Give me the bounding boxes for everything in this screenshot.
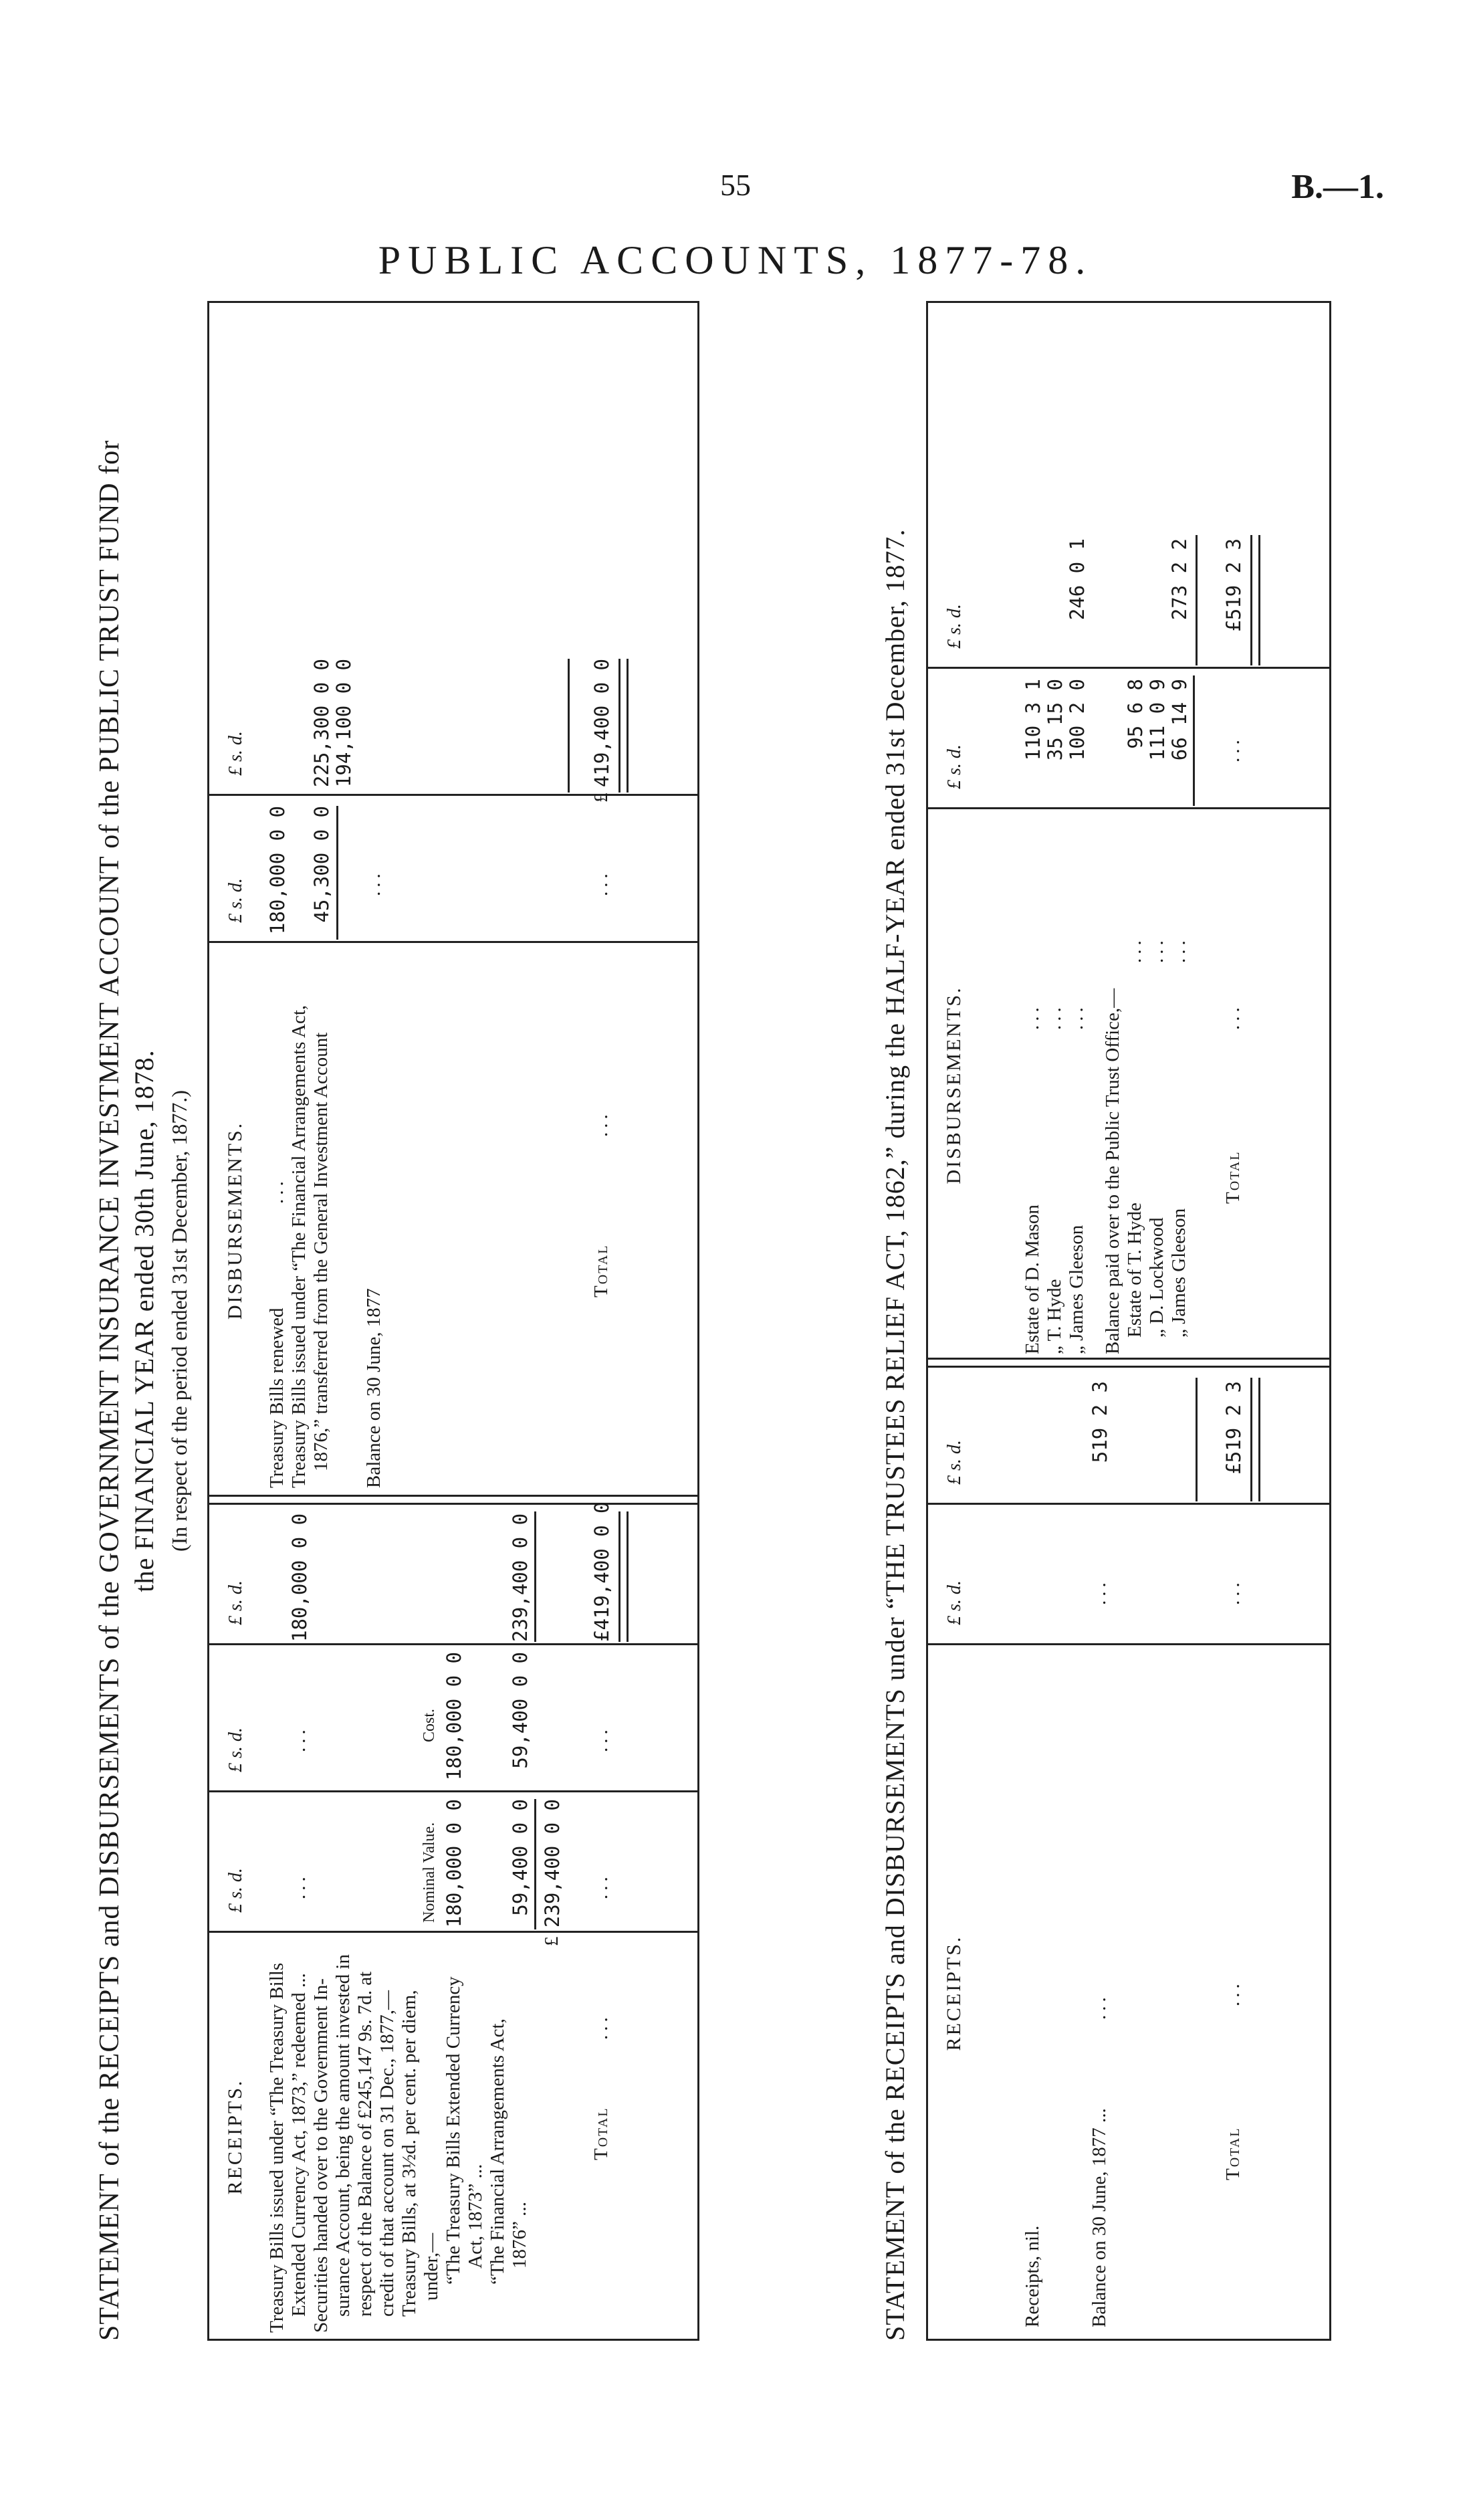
leader-dots: ...: [363, 869, 384, 896]
statement1-title-line2: the FINANCIAL YEAR ended 30th June, 1878.: [129, 1049, 159, 1592]
receipt-line: credit of that account on 31 Dec., 1877,—: [376, 1990, 398, 2317]
amount-redeemed: 180,000 0 0: [288, 1513, 311, 1642]
money-header: £ s. d.: [225, 731, 246, 776]
statement-trustees-relief: [879, 301, 1347, 2341]
receipt-line: “The Treasury Bills Extended Currency: [443, 1976, 464, 2285]
statement2-disbursements-header: DISBURSEMENTS.: [943, 986, 965, 1184]
disbursement-amount: 95 6 8: [1124, 679, 1147, 749]
statement1-disbursements-header: DISBURSEMENTS.: [224, 1121, 246, 1320]
disbursement-group1-total: 246 0 1: [1066, 538, 1089, 621]
cost-1: 180,000 0 0: [443, 1652, 465, 1781]
disbursement-line: Estate of D. Mason: [1022, 1204, 1043, 1354]
disbursement-line: 1876,” transferred from the General Investment Account: [310, 1032, 332, 1471]
statement2-title: STATEMENT of the RECEIPTS and DISBURSEMENTS under “THE TRUSTEES RELIEF ACT, 1862,” during the HALF-YEAR ended 31st December, 1877.: [880, 528, 910, 2341]
receipt-line: 1876” ...: [509, 2202, 530, 2269]
disb-subtotal: 225,300 0 0: [310, 659, 333, 788]
document-code: B.—1.: [1291, 168, 1384, 206]
statement2-receipts-header: RECEIPTS.: [943, 1935, 965, 2051]
receipt-line: “The Financial Arrangements Act,: [487, 2018, 508, 2285]
disbursement-line: Treasury Bills issued under “The Financial Arrangements Act,: [288, 1005, 310, 1488]
disbursement-amount: 66 14 9: [1168, 679, 1191, 761]
nominal-total: 239,400 0 0: [541, 1799, 564, 1928]
statement1-receipts-header: RECEIPTS.: [224, 2079, 246, 2195]
statement1-receipts-total: £419,400 0 0: [590, 1501, 613, 1642]
statement1-disb-total: 419,400 0 0: [590, 659, 613, 788]
money-header: £ s. d.: [944, 604, 965, 649]
leader-dots: ...: [590, 2013, 612, 2040]
disb-renewed-amount: 180,000 0 0: [266, 806, 289, 935]
disbursement-line: Estate of T. Hyde: [1124, 1202, 1145, 1338]
leader-dots: ...: [590, 869, 612, 896]
statement2-disb-total: £519 2 3: [1222, 538, 1245, 632]
money-header: £ s. d.: [225, 1868, 246, 1913]
money-header: £ s. d.: [225, 1727, 246, 1772]
statement2-receipts-total-label: Total: [1222, 2127, 1244, 2180]
leader-dots: ...: [1168, 936, 1190, 963]
leader-dots: ...: [1089, 1993, 1110, 2020]
receipt-balance-label: Balance on 30 June, 1877 ...: [1089, 2108, 1110, 2327]
receipt-line: under,—: [421, 2232, 442, 2301]
money-header: £ s. d.: [225, 1580, 246, 1625]
statement2-disb-total-label: Total: [1222, 1150, 1244, 1204]
leader-dots: ...: [1222, 736, 1244, 762]
leader-dots: ...: [1146, 936, 1167, 963]
leader-dots: ...: [1022, 1003, 1043, 1030]
receipt-line: Securities handed over to the Government In-: [310, 1978, 332, 2333]
money-header: £ s. d.: [225, 878, 246, 923]
money-header: £ s. d.: [944, 1580, 965, 1625]
leader-dots: ...: [1066, 1003, 1087, 1030]
page-number: 55: [720, 168, 751, 202]
receipt-balance-amount: 519 2 3: [1089, 1381, 1111, 1463]
amount-securities: 239,400 0 0: [509, 1513, 532, 1642]
statement1-disb-total-label: Total: [590, 1244, 612, 1297]
nominal-value-label: Nominal Value.: [421, 1822, 438, 1923]
pound-sign: £: [541, 1936, 562, 1946]
statement2-receipts-total: £519 2 3: [1222, 1381, 1245, 1475]
leader-dots: ...: [590, 1873, 612, 1899]
receipt-line: surance Account, being the amount invested in: [332, 1954, 354, 2317]
page-title: PUBLIC ACCOUNTS, 1877-78.: [378, 238, 1093, 282]
statement1-receipts-total-label: Total: [590, 2107, 612, 2160]
nominal-value-1: 180,000 0 0: [443, 1799, 465, 1928]
disbursement-amount: 35 15 0: [1044, 679, 1066, 761]
disbursement-line: Treasury Bills renewed: [266, 1307, 288, 1488]
disbursement-group2-total: 273 2 2: [1168, 538, 1191, 621]
disbursement-amount: 100 2 0: [1066, 679, 1089, 761]
leader-dots: ...: [1124, 936, 1145, 963]
disb-balance: 194,100 0 0: [332, 659, 355, 788]
statement2-table: [926, 301, 1331, 2341]
receipt-line: Extended Currency Act, 1873,” redeemed ...: [288, 1973, 310, 2317]
leader-dots: ...: [1222, 1003, 1244, 1030]
disbursement-amount: 111 0 9: [1146, 679, 1169, 761]
leader-dots: ...: [590, 1725, 612, 1752]
leader-dots: ...: [1222, 1980, 1244, 2006]
money-header: £ s. d.: [944, 1440, 965, 1485]
statement1-subtitle: (In respect of the period ended 31st December, 1877.): [167, 1090, 191, 1552]
disb-transferred-amount: 45,300 0 0: [310, 806, 333, 923]
leader-dots: ...: [590, 1110, 612, 1137]
disbursement-line: „ James Gleeson: [1168, 1208, 1190, 1338]
statement-insurance-investment: [94, 301, 695, 2341]
receipt-line: respect of the Balance of £245,147 9s. 7d. at: [354, 1971, 376, 2317]
nominal-value-2: 59,400 0 0: [509, 1799, 532, 1916]
paid-over-label: Balance paid over to the Public Trust Office,—: [1102, 988, 1123, 1354]
leader-dots: ...: [1089, 1578, 1110, 1605]
receipt-line: Treasury Bills, at 3½d. per cent. per diem,: [399, 1990, 420, 2317]
statement1-title-line1: STATEMENT of the RECEIPTS and DISBURSEMENTS of the GOVERNMENT INSURANCE INVESTMENT ACCOUNT of the PUBLIC TRUST FUND for: [94, 439, 125, 2341]
receipt-line: Act, 1873” ...: [465, 2164, 486, 2269]
disbursement-line: „ D. Lockwood: [1146, 1217, 1167, 1338]
cost-label: Cost.: [421, 1708, 438, 1742]
disbursement-line: „ T. Hyde: [1044, 1279, 1065, 1354]
leader-dots: ...: [288, 1873, 310, 1899]
disbursement-amount: 110 3 1: [1022, 679, 1044, 761]
receipt-line: Treasury Bills issued under “The Treasury Bills: [266, 1962, 288, 2333]
leader-dots: ...: [266, 1177, 288, 1204]
disbursement-line: „ James Gleeson: [1066, 1225, 1087, 1354]
leader-dots: ...: [1044, 1003, 1065, 1030]
money-header: £ s. d.: [944, 744, 965, 789]
disbursement-line: Balance on 30 June, 1877: [363, 1288, 384, 1488]
receipts-nil: Receipts, nil.: [1022, 2225, 1043, 2327]
cost-2: 59,400 0 0: [509, 1652, 532, 1769]
leader-dots: ...: [288, 1725, 310, 1752]
pound-sign: £: [590, 793, 612, 803]
leader-dots: ...: [1222, 1578, 1244, 1605]
statement1-table: [207, 301, 699, 2341]
